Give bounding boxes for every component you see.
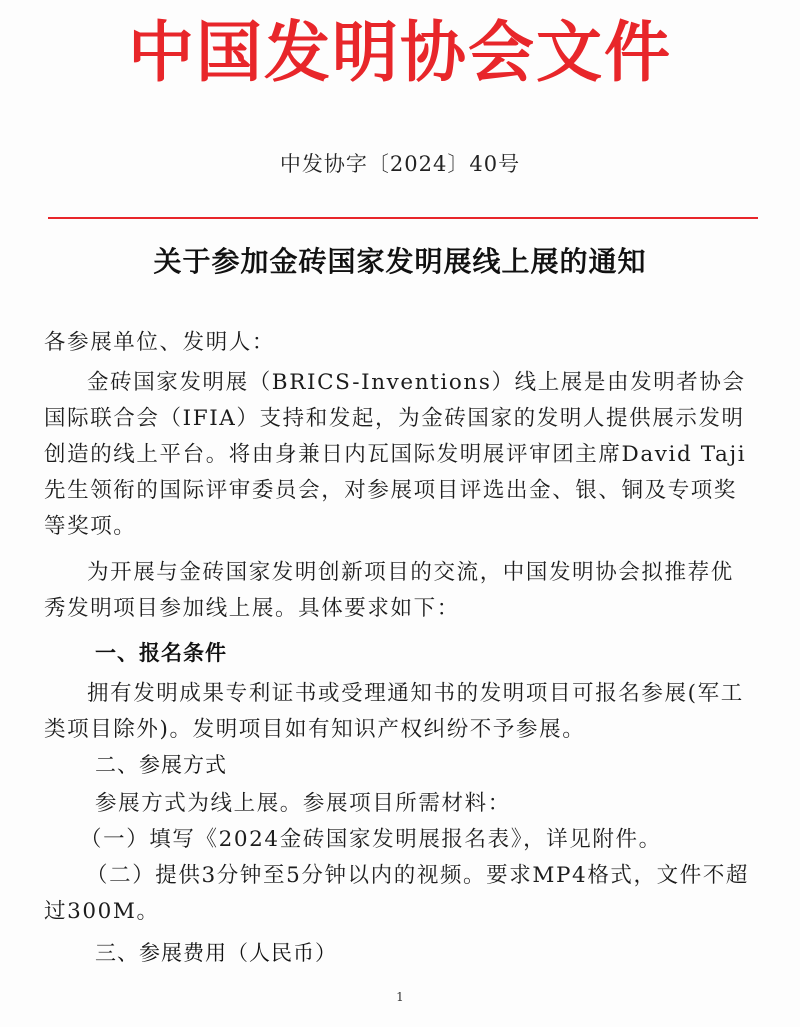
list-item: （二）提供3分钟至5分钟以内的视频。要求MP4格式，文件不超过300M。	[44, 863, 750, 924]
list-item: （一）填写《2024金砖国家发明展报名表》，详见附件。	[80, 827, 662, 852]
section-heading-participation: 二、参展方式	[95, 753, 227, 777]
section-heading-registration: 一、报名条件	[95, 641, 227, 665]
section-heading-fees: 三、参展费用（人民币）	[95, 941, 337, 965]
participation-paragraph: 参展方式为线上展。参展项目所需材料：	[95, 791, 511, 816]
document-number: 中发协字〔2024〕40号	[279, 152, 521, 176]
red-divider-line	[48, 217, 758, 219]
document-title: 关于参加金砖国家发明展线上展的通知	[153, 245, 647, 278]
purpose-paragraph: 为开展与金砖国家发明创新项目的交流，中国发明协会拟推荐优秀发明项目参加线上展。具体要求如下：	[44, 560, 734, 621]
organization-header: 中国发明协会文件	[128, 14, 672, 91]
page-number: 1	[396, 990, 404, 1004]
salutation: 各参展单位、发明人：	[44, 330, 276, 355]
intro-paragraph: 金砖国家发明展（BRICS-Inventions）线上展是由发明者协会国际联合会（IFIA）支持和发起，为金砖国家的发明人提供展示发明创造的线上平台。将由身兼日内瓦国际发明展评审团主席David Taji 先生领衔的国际评审委员会，对参展项目评选出金、银、铜及专项奖等奖项。	[44, 370, 747, 539]
registration-paragraph: 拥有发明成果专利证书或受理通知书的发明项目可报名参展(军工类项目除外)。发明项目如有知识产权纠纷不予参展。	[44, 681, 744, 742]
